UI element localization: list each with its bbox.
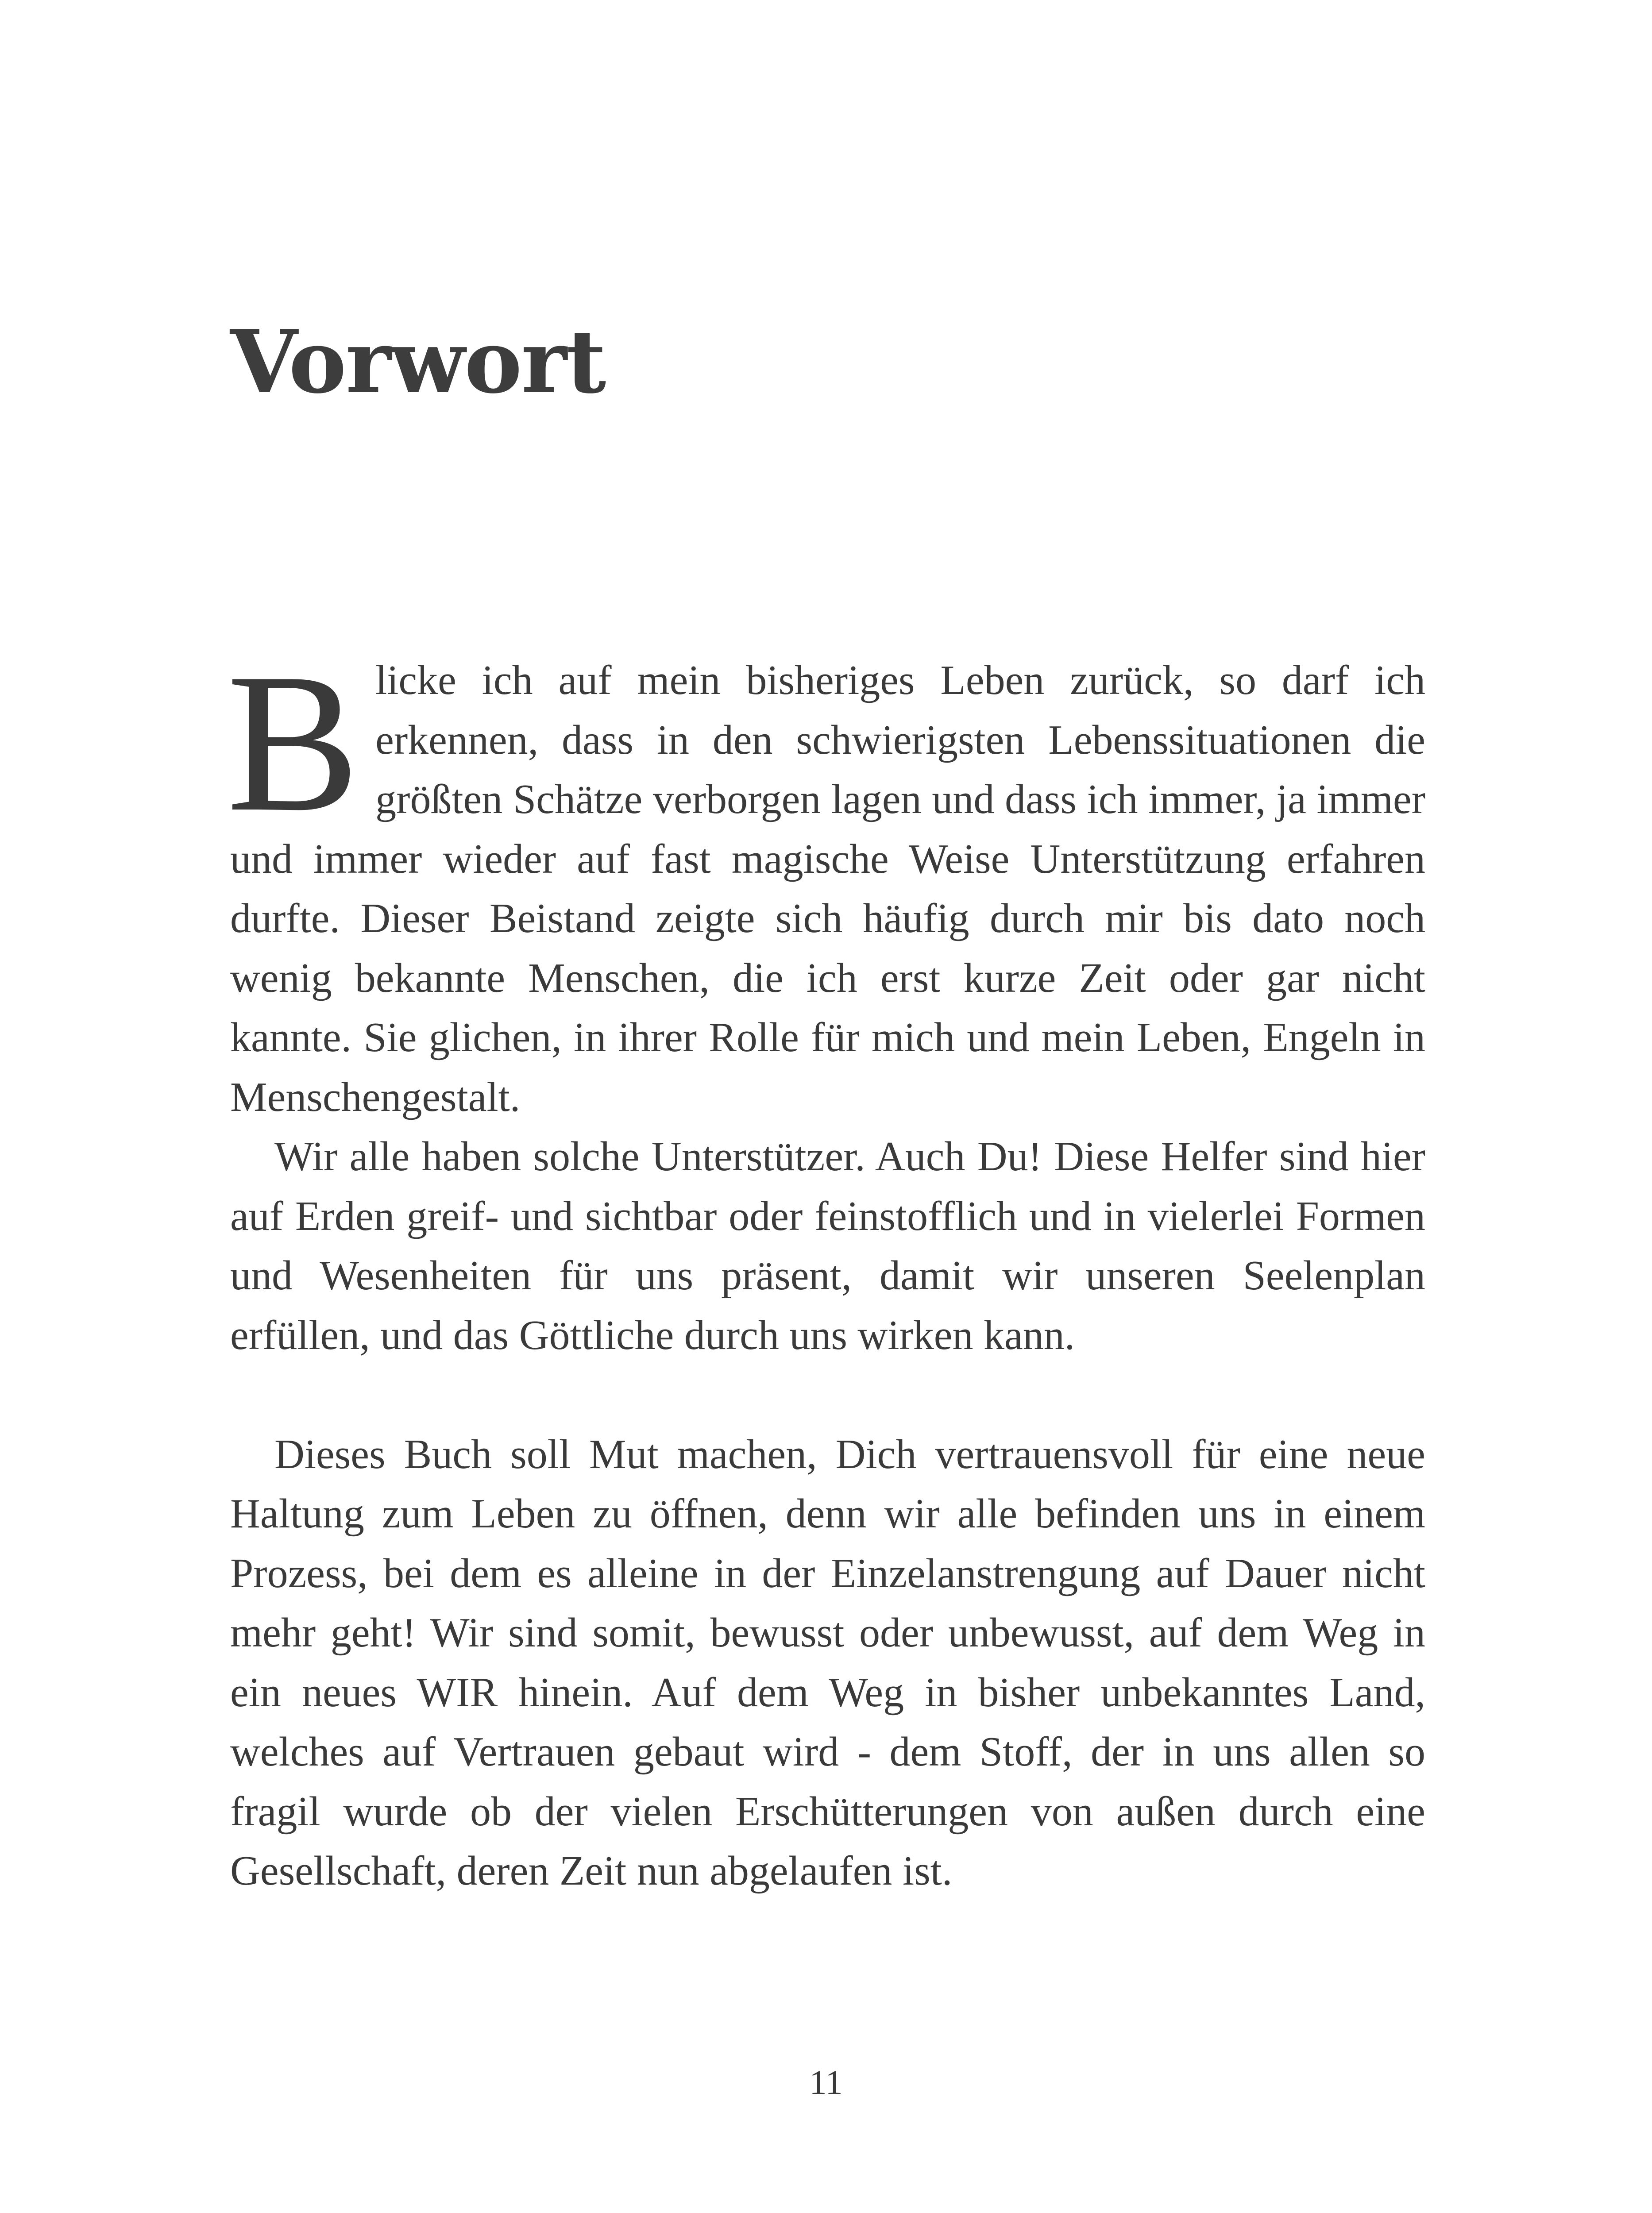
paragraph-1-text: licke ich auf mein bisheriges Leben zurück, so darf ich erkennen, dass in den schwierigsten Lebenssituationen die größten Schätze verborgen lagen und dass ich immer, ja immer und immer wieder auf fast magische Weise Unterstützung erfahren durfte. Dieser Beistand zeigte sich häufig durch mir bis dato noch wenig bekannte Menschen, die ich erst kurze Zeit oder gar nicht kannte. Sie glichen, in ihrer Rolle für mich und mein Leben, Engeln in Menschengestalt. <box>230 657 1425 1120</box>
paragraph-3: Dieses Buch soll Mut machen, Dich vertrauensvoll für eine neue Haltung zum Leben zu öffnen, denn wir alle befinden uns in einem Prozess, bei dem es alleine in der Einzelanstrengung auf Dauer nicht mehr geht! Wir sind somit, bewusst oder unbewusst, auf dem Weg in ein neues WIR hinein. Auf dem Weg in bisher unbekanntes Land, welches auf Vertrauen gebaut wird - dem Stoff, der in uns allen so fragil wurde ob der vielen Erschütterungen von außen durch eine Gesellschaft, deren Zeit nun abgelaufen ist. <box>230 1431 1425 1894</box>
chapter-title: Vorwort <box>230 311 606 413</box>
page-number: 11 <box>809 2063 843 2101</box>
paragraph-1 <box>227 632 1425 1127</box>
drop-cap: B <box>227 632 360 853</box>
chapter-body <box>227 632 1425 1901</box>
paragraph-2: Wir alle haben solche Unterstützer. Auch Du! Diese Helfer sind hier auf Erden greif- und sichtbar oder feinstofflich und in vielerlei Formen und Wesenheiten für uns präsent, damit wir unseren Seelenplan erfüllen, und das Göttliche durch uns wirken kann. <box>230 1133 1425 1358</box>
